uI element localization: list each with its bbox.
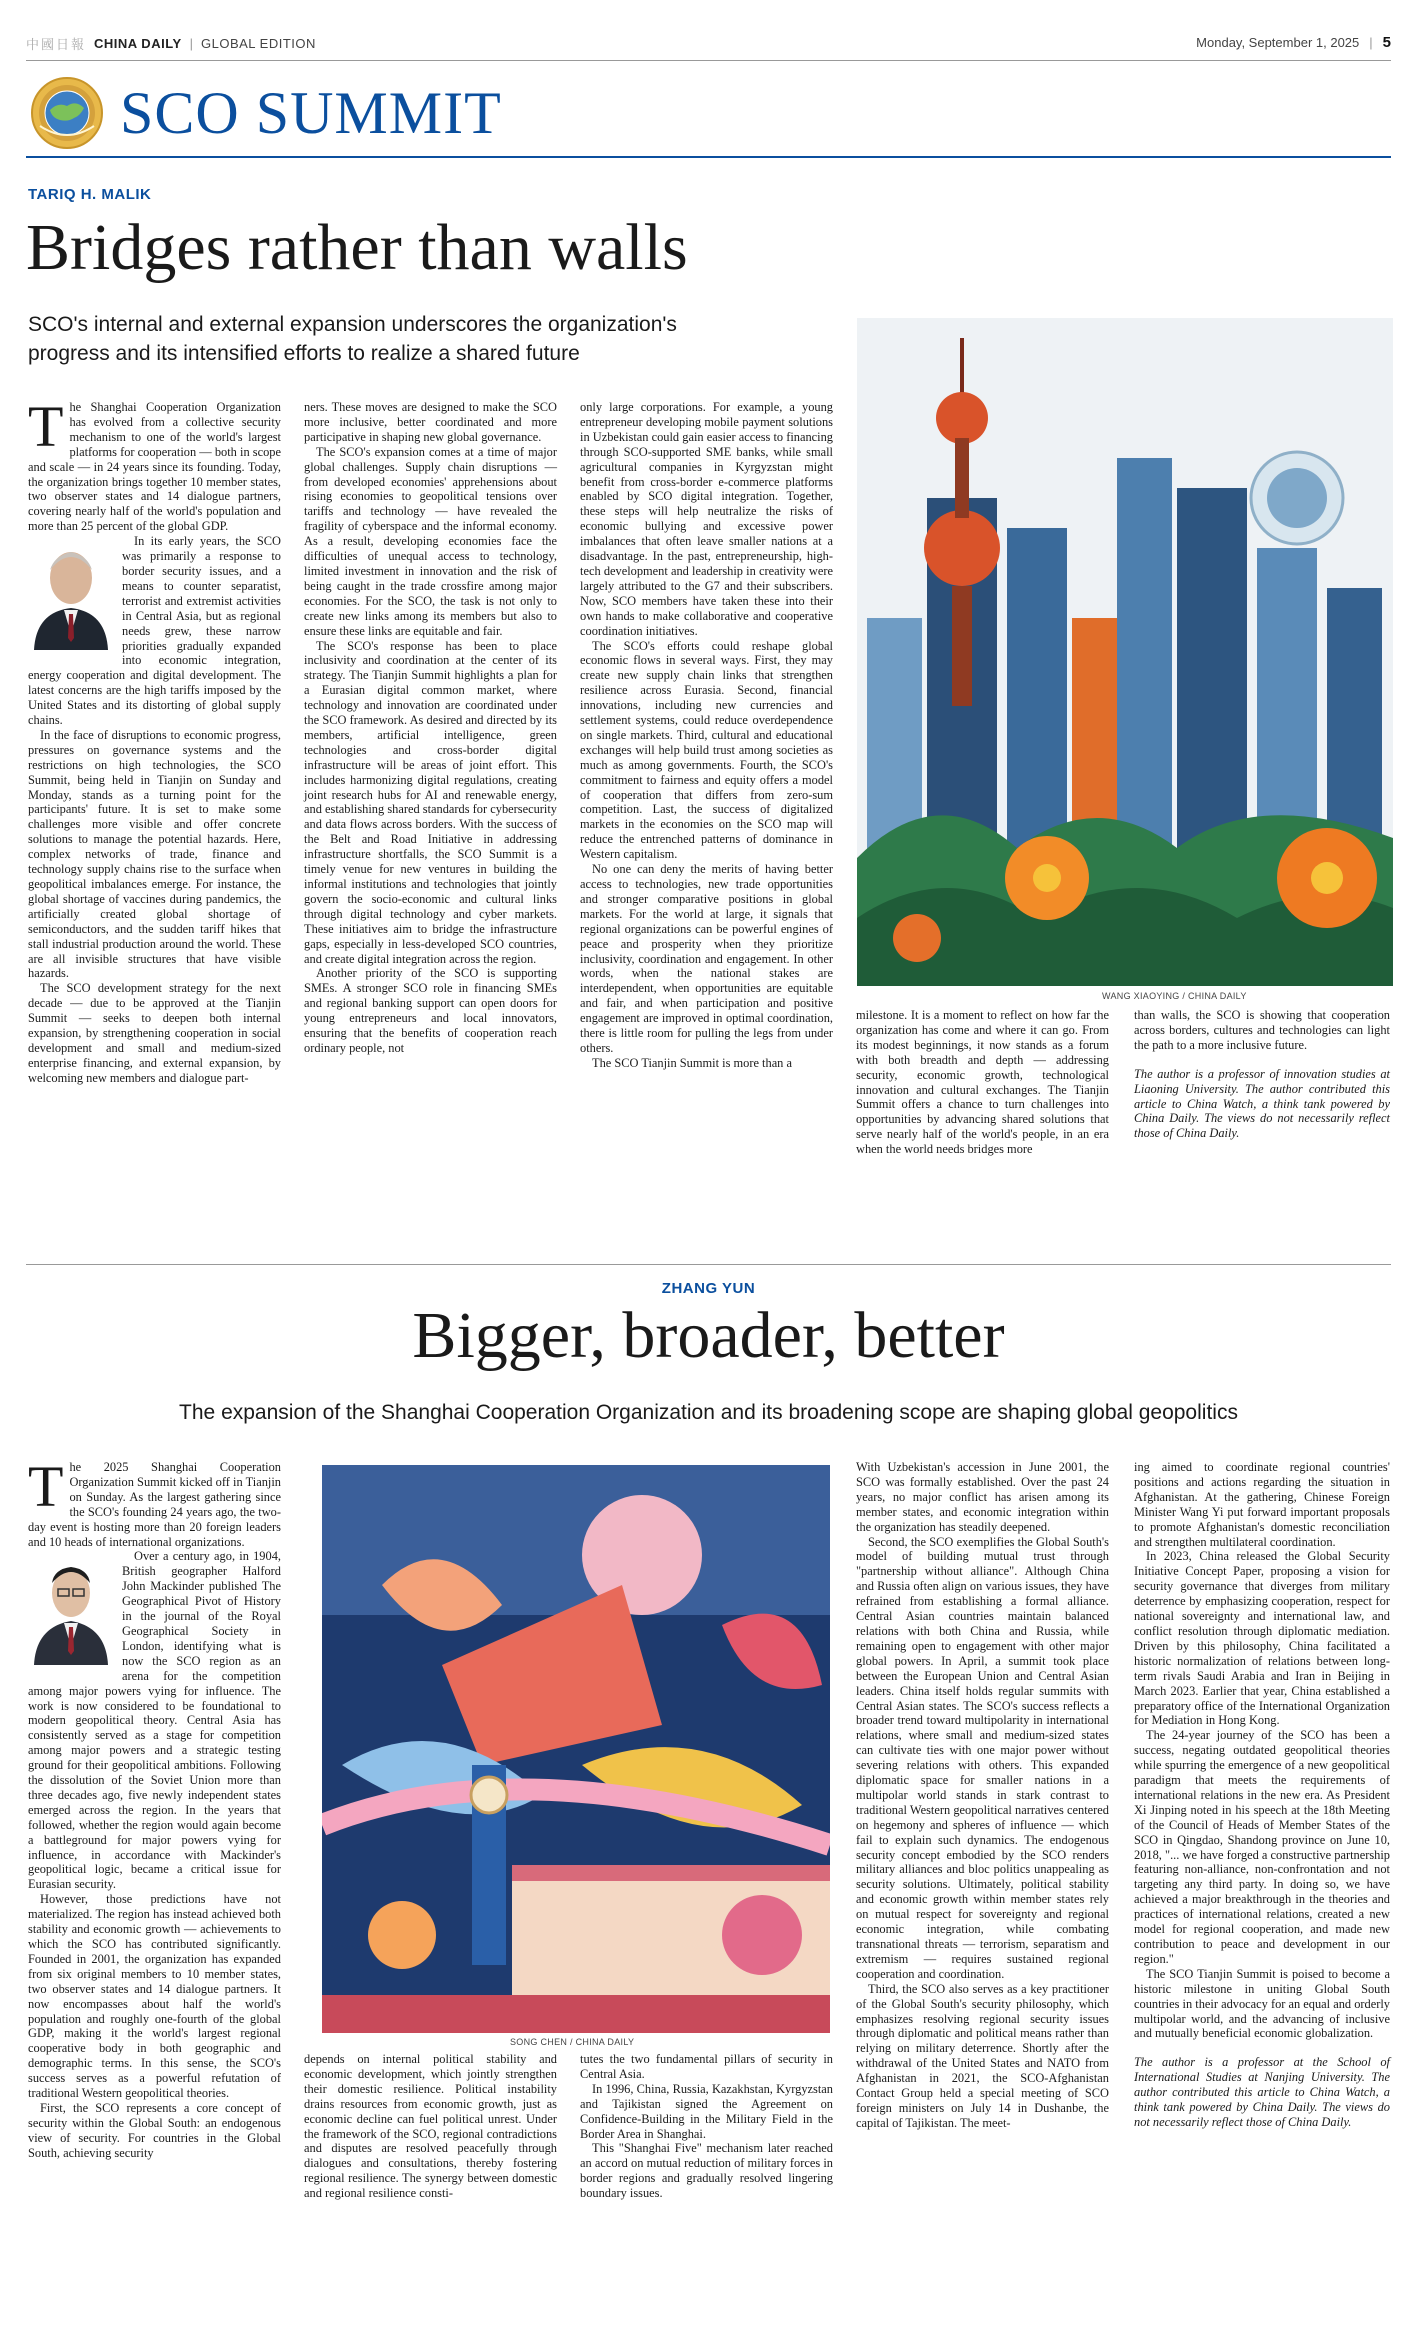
paper-name: CHINA DAILY [94, 36, 182, 51]
article1-paragraph: No one can deny the merits of having better access to technologies, new trade opportunities and stronger comparative positions in global markets. For the world at large, it signals that regional organizations can be powerful engines of peace and prosperity when they prioritize inclusivity, coordination and engagement. In other words, when the national stakes are interdependent, when opportunities are equitable and fair, and when participation and positive engagement are improved in optimal coordination, there is little room for pulling the legs from under others. [580, 862, 833, 1055]
article1-paragraph: The SCO development strategy for the next decade — due to be approved at the Tianjin Summit — seeks to deepen both internal expansion, by strengthening cooperation in social development and small and medium-sized enterprise financing, and external expansion, by welcoming new members and dialogue part- [28, 981, 281, 1085]
paper-chinese-name: 中國日報 [26, 37, 87, 52]
skyline-illustration [857, 318, 1393, 986]
article1-dropcap: T [28, 394, 64, 459]
masthead-separator-right: | [1369, 35, 1373, 50]
article2-column-1 [28, 1454, 281, 2340]
header-rule [26, 60, 1391, 61]
article2-paragraph: This "Shanghai Five" mechanism later reached an accord on mutual reduction of military forces in border regions and gradually resolved lingering boundary issues. [580, 2141, 833, 2201]
article1-column-2 [304, 400, 557, 1260]
page-header [26, 34, 1391, 56]
article1-column-3 [580, 400, 833, 1260]
article2-paragraph: Second, the SCO exemplifies the Global South's model of building mutual trust through "partnership without alliance". Although China and Russia often align on various issues, they have refrained from establishing a formal alliance. Central Asian countries maintain balanced relations with both China and Russia, while remaining open to engagement with other major global powers. In April, a summit took place between the European Union and Central Asian leaders. China itself holds regular summits with Central Asian states. The SCO's success reflects a broader trend toward multipolarity in international relations, where small and medium-sized states can cultivate ties with one major power without severing relations with others. This expanded diplomatic space for smaller nations in a multipolar world stands in stark contrast to traditional Western geopolitical narratives centered on hegemony and spheres of influence — which fail to explain such dynamics. The endogenous security concept embodied by the SCO renders military alliances and bloc politics unappealing as security solutions. Ultimately, political stability and economic growth within member states rely on mutual respect for sovereignty and regional economic integration, while combating transnational threats — terrorism, separatism and extremism — requires sustained regional cooperation and coordination. [856, 1534, 1109, 1981]
article1-paragraph: The SCO's response has been to place inclusivity and coordination at the center of its strategy. The Tianjin Summit highlights a plan for a Eurasian digital common market, where technology and innovation are coordinated under the SCO framework. As desired and directed by its members, artificial intelligence, green technologies and cross-border digital infrastructure will be areas of joint effort. This includes harmonizing digital regulations, creating joint research hubs for AI and renewable energy, and establishing shared standards for cybersecurity and data flows across borders. With the success of the Belt and Road Initiative in addressing infrastructure shortfalls, the SCO Summit is a timely venue for new ventures in building the informal institutions and technologies that jointly govern the socio-economic and cultural links through digital technology and cyber markets. These initiatives aim to bridge the infrastructure gaps, especially in less-developed SCO countries, and create digital integration across the region. [304, 638, 557, 966]
article2-paragraph: Over a century ago, in 1904, British geographer Halford John Mackinder published The Geographical Pivot of History in the journal of the Royal Geographical Society in London, identifying what is now the SCO region as an arena for the competition among major powers vying for influence. The work is now considered to be foundational to modern geopolitical theory. Central Asia has consistently served as a stage for competition among major powers and a strategic testing ground for their geopolitical ambitions. Following the dissolution of the Soviet Union more than three decades ago, five newly independent states emerged across the region. In the years that followed, whether the region would again become a battleground for major powers vying for influence, in accordance with Mackinder's geopolitical logic, became a critical issue for Eurasian security. [28, 1549, 281, 1892]
image-credit-2: SONG CHEN / CHINA DAILY [510, 2037, 635, 2047]
article2-paragraph: ing aimed to coordinate regional countries' positions and actions regarding the situation in Afghanistan. At the gathering, Chinese Foreign Minister Wang Yi put forward important proposals to promote Afghanistan's domestic reconciliation and strengthen multilateral coordination. [1134, 1460, 1390, 1549]
article1-column-5 [1134, 1008, 1390, 1268]
article1-byline: TARIQ H. MALIK [28, 186, 152, 203]
article2-paragraph: However, those predictions have not materialized. The region has instead achieved both stability and economic growth — achievements to which the SCO has contributed significantly. Founded in 2001, the organization has expanded from six original members to 10 member states, two observer states and 14 dialogue partners. It now encompasses about half the world's population and roughly one-fourth of the global GDP, making it the world's largest regional cooperative body in both geographic and demographic terms. In this sense, the SCO's success serves as a powerful refutation of traditional Western geopolitical theories. [28, 1892, 281, 2101]
article2-author-note: The author is a professor at the School of International Studies at Nanjing University. The author contributed this article to China Watch, a think tank powered by China Daily. The views do not necessarily reflect those of China Daily. [1134, 2055, 1390, 2129]
article1-deck [28, 310, 677, 368]
section-title: SCO SUMMIT [120, 80, 502, 146]
sco-emblem-icon [30, 76, 104, 150]
article-divider [26, 1264, 1391, 1265]
article2-paragraph: Third, the SCO also serves as a key practitioner of the Global South's security philosophy, which emphasizes resolving regional security issues through diplomatic and political means rather than relying on military deterrence. Shortly after the withdrawal of the United States and NATO from Afghanistan in 2021, the SCO-Afghanistan Contact Group held a special meeting of SCO foreign ministers on July 14 in Dushanbe, the capital of Tajikistan. The meet- [856, 1981, 1109, 2130]
article2-paragraph: The 24-year journey of the SCO has been a success, negating outdated geopolitical theories while spurring the emergence of a new geopolitical paradigm that meets the requirements of international relations in the new era. As President Xi Jinping noted in his speech at the 18th Meeting of the Council of Heads of Member States of the SCO in Qingdao, Shandong province on June 10, 2018, "... we have forged a constructive partnership featuring non-alliance, non-confrontation and not targeting any third party. In doing so, we have achieved a major breakthrough in the theories and practices of international relations, created a new model for regional cooperation, and made new contribution to peace and development in our region." [1134, 1728, 1390, 1966]
article2-paragraph: With Uzbekistan's accession in June 2001, the SCO was formally established. Over the past 24 years, no major conflict has arisen among its member states, and economic integration within the organization has steadily deepened. [856, 1460, 1109, 1534]
article2-paragraph: depends on internal political stability and economic development, which jointly strengthen their domestic resilience. Political instability drains resources from economic growth, just as economic decline can fuel political unrest. Under the framework of the SCO, regional contradictions and disputes are resolved peacefully through dialogues and consultations, thereby fostering regional resilience. The synergy between domestic and regional resilience consti- [304, 2052, 557, 2201]
article2-paragraph: In 2023, China released the Global Security Initiative Concept Paper, proposing a vision for security governance that diverges from military deterrence by emphasizing cooperation, respect for national sovereignty and international law, and conflict resolution through diplomatic mediation. Driven by this philosophy, China facilitated a historic normalization of relations between long-term rivals Saudi Arabia and Iran in Beijing in March 2023. Earlier that year, China established a preparatory office of the International Organization for Mediation in Hong Kong. [1134, 1549, 1390, 1728]
article1-paragraph: only large corporations. For example, a young entrepreneur developing mobile payment solutions in Uzbekistan could gain easier access to financing through SCO-supported SME banks, while small agricultural companies in Kyrgyzstan might benefit from cross-border e-commerce platforms enabled by SCO digital integration. Together, these steps will help neutralize the risks of economic bullying and excessive power imbalances that often leave smaller nations at a disadvantage. In the past, entrepreneurship, high-tech development and leadership in creativity were largely attributed to the G7 and their subscribers. Now, SCO members have taken these into their own hands to make collaborative and cooperative coordination initiatives. [580, 400, 833, 638]
article1-paragraph: The SCO's expansion comes at a time of major global challenges. Supply chain disruptions — from developed economies' apprehensions about rising economies to geopolitical tensions over tariffs and technology — have revealed the fragility of cyberspace and the informal economy. As a result, developing economies face the difficulties of unequal access to technology, limited investment in innovation and the risk of being caught in the trade crossfire among major economies. For the SCO, the task is not only to create new links among its members but also to ensure these links are equitable and fair. [304, 444, 557, 638]
article2-paragraph: tutes the two fundamental pillars of security in Central Asia. [580, 2052, 833, 2081]
author-photo-malik [28, 538, 114, 650]
masthead-left [26, 34, 316, 53]
article1-deck-line2: progress and its intensified efforts to realize a shared future [28, 342, 580, 365]
section-rule [26, 156, 1391, 158]
author-photo-zhang [28, 1553, 114, 1665]
sco-collage-illustration [322, 1465, 830, 2033]
article1-column-1 [28, 394, 281, 1260]
article2-paragraph: First, the SCO represents a core concept of security within the Global South: an endogenous view of security. For countries in the Global South, achieving security [28, 2100, 281, 2160]
article1-author-note: The author is a professor of innovation studies at Liaoning University. The author contributed this article to China Watch, a think tank powered by China Daily. The views do not necessarily reflect those of China Daily. [1134, 1066, 1390, 1141]
article1-paragraph: The SCO Tianjin Summit is more than a [592, 1055, 792, 1070]
edition-label: GLOBAL EDITION [201, 36, 316, 51]
article2-headline: Bigger, broader, better [412, 1299, 1005, 1372]
article2-column-5 [1134, 1460, 1390, 2340]
article2-byline: ZHANG YUN [661, 1280, 756, 1297]
issue-date: Monday, September 1, 2025 [1196, 35, 1360, 50]
article1-headline: Bridges rather than walls [26, 211, 688, 284]
article1-paragraph: In the face of disruptions to economic progress, pressures on governance systems and the restrictions on high technologies, the SCO Summit, being held in Tianjin on Sunday and Monday, stands as a turning point for the participants' future. It is set to make some challenges more visible and offer concrete solutions to manage the potential hazards. Here, complex networks of trade, finance and technology supply chains rise to the surface when geopolitical imbalances emerge. For instance, the global shortage of vaccines during pandemics, the artificially created global shortage of semiconductors, and the sudden tariff hikes that stall industrial production around the world. These are all invisible structures that have visible hazards. [28, 727, 281, 981]
article1-paragraph: The Shanghai Cooperation Organization has evolved from a collective security mechanism to one of the world's largest platforms for cooperation — both in scope and scale — in 24 years since its founding. Today, the organization brings together 10 member states, two observer states and 14 dialogue partners, covering nearly half of the world's population and more than 25 percent of the global GDP. [28, 394, 281, 534]
article1-deck-line1: SCO's internal and external expansion underscores the organization's [28, 313, 677, 336]
article2-column-3 [580, 2052, 833, 2342]
article2-deck: The expansion of the Shanghai Cooperation Organization and its broadening scope are shaping global geopolitics [179, 1401, 1238, 1424]
article2-dropcap: T [28, 1454, 64, 1519]
article1-paragraph: Another priority of the SCO is supporting SMEs. A stronger SCO role in financing SMEs and regional banking support can open doors for young entrepreneurs and local innovators, ensuring that the benefits of cooperation reach ordinary people, not [304, 966, 557, 1055]
article1-paragraph: ners. These moves are designed to make the SCO more inclusive, better coordinated and more participative in shaping new global governance. [304, 400, 557, 444]
article1-paragraph: The SCO's efforts could reshape global economic flows in several ways. First, they may create new supply chain links that strengthen resilience across Eurasia. Second, financial innovations, including new currencies and settlement systems, could reduce overdependence on single markets. Third, cultural and educational exchanges will help build trust among societies as much as among governments. Fourth, the SCO's commitment to fairness and equity offers a model of cooperation that differs from zero-sum competition. Last, the success of digitalized markets in the economies on the SCO map will reduce the entrenched patterns of dominance in Western capitalism. [580, 638, 833, 862]
masthead-right [1196, 34, 1391, 51]
article1-column-4 [856, 1008, 1109, 1268]
article2-paragraph: The SCO Tianjin Summit is poised to become a historic milestone in uniting Global South countries in their advocacy for an equal and orderly multipolar world, and the advancing of inclusive and mutually beneficial economic globalization. [1134, 1966, 1390, 2041]
image-credit-1: WANG XIAOYING / CHINA DAILY [1102, 991, 1247, 1001]
article2-paragraph: In 1996, China, Russia, Kazakhstan, Kyrgyzstan and Tajikistan signed the Agreement on Confidence-Building in the Military Field in the Border Area in Shanghai. [580, 2081, 833, 2141]
masthead-separator: | [189, 36, 194, 51]
article1-paragraph: than walls, the SCO is showing that cooperation across borders, cultures and technologies can light the path to a more inclusive future. [1134, 1008, 1390, 1052]
article1-paragraph: milestone. It is a moment to reflect on how far the organization has come and where it can go. From its modest beginnings, it now stands as a forum with both breadth and depth — addressing security, economic growth, technological innovation and cultural exchanges. The Tianjin Summit offers a chance to turn challenges into opportunities by advancing shared solutions that serve nearly half of the world's people, in an era when the world needs bridges more [856, 1008, 1109, 1157]
article1-paragraph: In its early years, the SCO was primarily a response to border security issues, and a means to counter separatist, terrorist and extremist activities in Central Asia, but as regional needs grew, these narrow priorities gradually expanded into economic integration, energy cooperation and digital development. The latest concerns are the high tariffs imposed by the United States and its distorting of global supply chains. [28, 534, 281, 728]
article2-column-2 [304, 2052, 557, 2342]
page-number: 5 [1382, 34, 1391, 51]
article2-column-4 [856, 1460, 1109, 2340]
article2-paragraph: The 2025 Shanghai Cooperation Organization Summit kicked off in Tianjin on Sunday. As the largest gathering since the SCO's founding 24 years ago, the two-day event is hosting more than 20 foreign leaders and 10 heads of international organizations. [28, 1454, 281, 1549]
